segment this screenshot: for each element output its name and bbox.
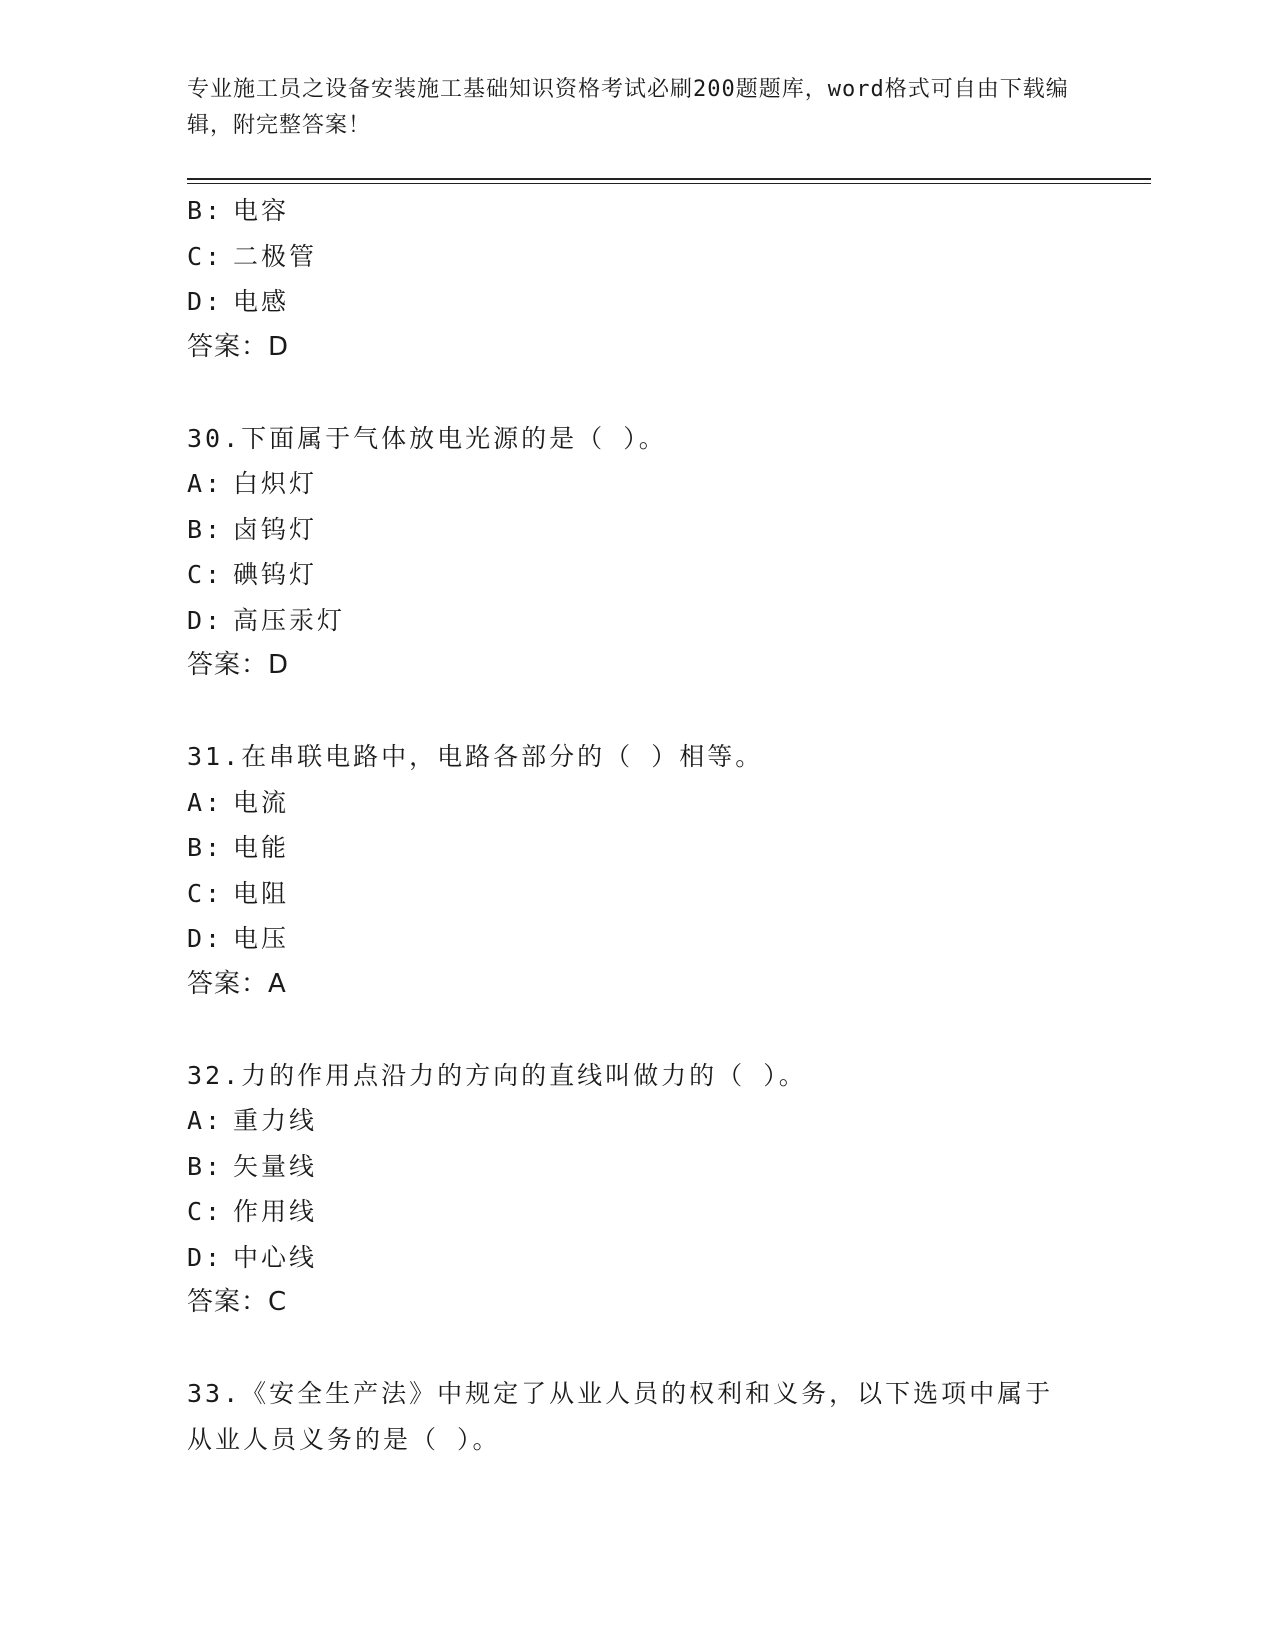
option-letter: D: <box>187 924 224 953</box>
question-list <box>187 188 1087 1462</box>
option-b <box>187 1144 1087 1190</box>
option-b <box>187 825 1087 871</box>
option-text: 矢量线 <box>233 1151 318 1181</box>
question-stem-31: 31.在串联电路中，电路各部分的（ ）相等。 <box>187 742 764 771</box>
answer-line: 答案：A <box>187 968 287 999</box>
option-letter: B: <box>187 514 224 544</box>
question-stem-32: 32.力的作用点沿力的方向的直线叫做力的（ ）。 <box>187 1060 807 1090</box>
option-letter: B: <box>187 833 224 862</box>
answer-line: 答案：C <box>187 1287 288 1317</box>
option-text: 二极管 <box>233 241 318 271</box>
option-text: 电流 <box>233 787 290 817</box>
option-d <box>187 1235 1087 1281</box>
option-a <box>187 1098 1087 1144</box>
option-letter: C: <box>187 878 224 908</box>
option-letter: C: <box>187 241 224 271</box>
option-letter: C: <box>187 560 224 589</box>
option-text: 碘钨灯 <box>233 560 318 589</box>
option-text: 电阻 <box>233 878 290 908</box>
option-b <box>187 507 1087 553</box>
question-stem-33: 33.《安全生产法》中规定了从业人员的权利和义务，以下选项中属于从业人员义务的是（ ）。 <box>187 1379 1054 1454</box>
option-letter: D: <box>187 287 224 316</box>
option-c <box>187 552 1087 598</box>
option-letter: D: <box>187 605 224 635</box>
option-letter: A: <box>187 469 224 498</box>
option-d <box>187 279 1087 325</box>
option-c <box>187 1189 1087 1235</box>
option-text: 电压 <box>233 924 290 953</box>
question-stem-30: 30.下面属于气体放电光源的是（ ）。 <box>187 423 667 453</box>
option-text: 重力线 <box>233 1106 318 1135</box>
option-letter: D: <box>187 1242 224 1272</box>
answer-line: 答案：D <box>187 331 290 362</box>
option-a <box>187 780 1087 826</box>
option-letter: A: <box>187 787 224 817</box>
option-letter: A: <box>187 1106 224 1135</box>
option-text: 电能 <box>233 833 290 862</box>
option-text: 白炽灯 <box>233 469 318 498</box>
answer-line: 答案：D <box>187 650 290 680</box>
option-c <box>187 871 1087 917</box>
header-divider-thin <box>187 183 1151 184</box>
option-text: 电感 <box>233 287 290 316</box>
option-letter: B: <box>187 196 224 225</box>
option-b <box>187 188 1087 234</box>
option-d <box>187 598 1087 644</box>
option-a <box>187 461 1087 507</box>
option-text: 电容 <box>233 196 290 225</box>
document-header: 专业施工员之设备安装施工基础知识资格考试必刷200题题库，word格式可自由下载编辑，附完整答案！ <box>187 77 1069 138</box>
option-text: 中心线 <box>233 1242 318 1272</box>
option-d <box>187 916 1087 962</box>
header-divider-thick <box>187 178 1151 180</box>
option-c <box>187 234 1087 280</box>
option-letter: B: <box>187 1151 224 1181</box>
option-text: 作用线 <box>233 1197 318 1226</box>
option-text: 高压汞灯 <box>233 605 346 635</box>
option-text: 卤钨灯 <box>233 514 318 544</box>
option-letter: C: <box>187 1197 224 1226</box>
